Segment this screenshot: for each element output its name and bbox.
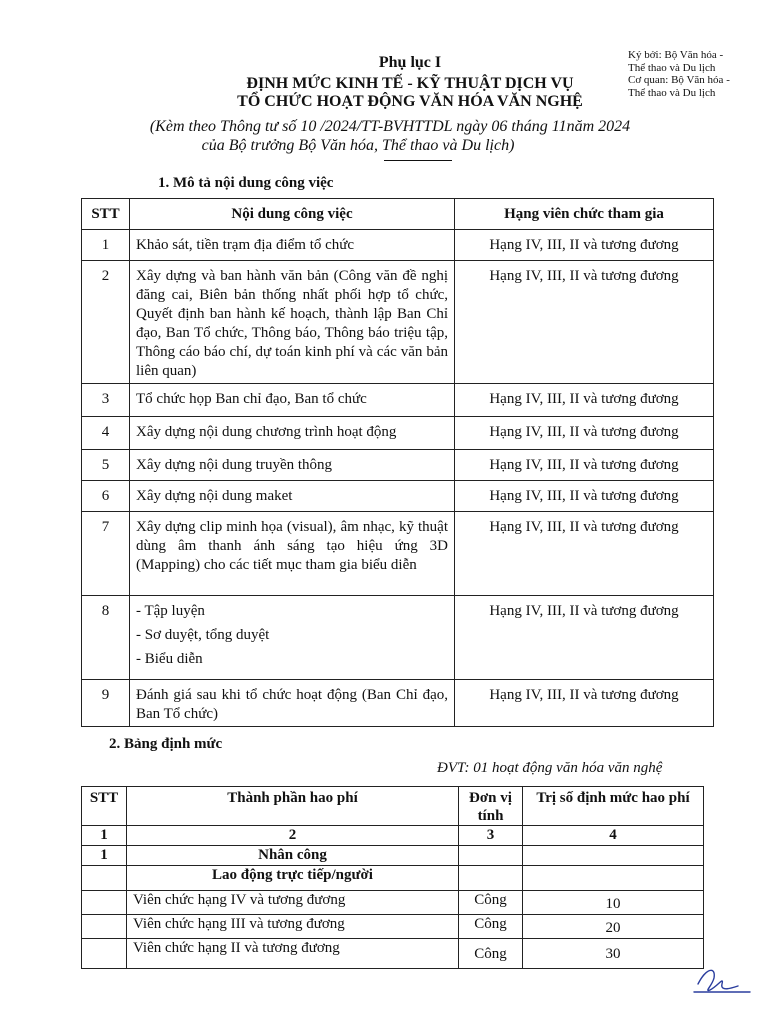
empty-cell: [82, 915, 127, 939]
index-row: [82, 826, 704, 846]
row-stt: 6: [82, 481, 130, 512]
row-unit: Công: [459, 891, 523, 915]
heading-divider: [384, 160, 452, 161]
row-stt: 7: [82, 512, 130, 596]
sub-item: - Sơ duyệt, tổng duyệt: [136, 627, 270, 643]
empty-cell: [459, 866, 523, 891]
table-row: [82, 417, 714, 450]
index-cell: 1: [82, 826, 127, 846]
work-content-table: [81, 198, 714, 727]
table-row: [82, 384, 714, 417]
table-row: [82, 915, 704, 939]
row-content: Xây dựng clip minh họa (visual), âm nhạc, kỹ thuật dùng âm thanh ánh sáng tạo hiệu ứng 3D (Mapping) cho các tiết mục tham gia biểu diễn: [130, 512, 455, 596]
table-row: [82, 939, 704, 969]
row-stt: 8: [82, 596, 130, 680]
column-header-content: Nội dung công việc: [130, 199, 455, 230]
row-content: Khảo sát, tiền trạm địa điểm tổ chức: [130, 230, 455, 261]
empty-cell: [82, 939, 127, 969]
table-row: [82, 891, 704, 915]
norm-table: [81, 786, 704, 969]
column-header-norm-value: Trị số định mức hao phí: [523, 787, 704, 826]
document-title-line-1: ĐỊNH MỨC KINH TẾ - KỸ THUẬT DỊCH VỤ: [246, 75, 574, 92]
appendix-label: Phụ lục I: [378, 54, 442, 71]
row-content: Xây dựng nội dung chương trình hoạt động: [130, 417, 455, 450]
row-name: Viên chức hạng III và tương đương: [127, 915, 459, 939]
row-content: [130, 596, 455, 680]
signer-line: Ký bởi: Bộ Văn hóa -: [628, 49, 724, 61]
table-row: [82, 450, 714, 481]
empty-cell: [459, 846, 523, 866]
row-rank: Hạng IV, III, II và tương đương: [455, 596, 714, 680]
column-header-stt: STT: [82, 787, 127, 826]
row-stt: 9: [82, 680, 130, 727]
row-stt: 1: [82, 230, 130, 261]
row-content: Xây dựng và ban hành văn bản (Công văn đề nghị đăng cai, Biên bản thống nhất phối hợp tổ chức, Quyết định ban hành kế hoạch, thành lập Ban Chỉ đạo, Ban Tổ chức, Thông báo, Thông báo triệu tập, Thông cáo báo chí, dự toán kinh phí và các văn bản liên quan): [130, 261, 455, 384]
row-rank: Hạng IV, III, II và tương đương: [455, 261, 714, 384]
table-row: [82, 680, 714, 727]
table-header-row: [82, 199, 714, 230]
table-row: [82, 230, 714, 261]
index-cell: 2: [127, 826, 459, 846]
subgroup-name: Lao động trực tiếp/người: [127, 866, 459, 891]
row-value: 30: [523, 939, 704, 969]
row-name: Viên chức hạng IV và tương đương: [127, 891, 459, 915]
row-stt: 2: [82, 261, 130, 384]
table-row: [82, 596, 714, 680]
empty-cell: [82, 866, 127, 891]
column-header-cost-component: Thành phần hao phí: [127, 787, 459, 826]
document-title-line-2: TỔ CHỨC HOẠT ĐỘNG VĂN HÓA VĂN NGHỆ: [237, 93, 583, 110]
column-header-rank: Hạng viên chức tham gia: [455, 199, 714, 230]
row-rank: Hạng IV, III, II và tương đương: [455, 230, 714, 261]
column-header-unit: Đơn vị tính: [459, 787, 523, 826]
empty-cell: [523, 866, 704, 891]
sub-item: - Tập luyện: [136, 603, 205, 619]
row-rank: Hạng IV, III, II và tương đương: [455, 384, 714, 417]
unit-note: ĐVT: 01 hoạt động văn hóa văn nghệ: [437, 760, 663, 776]
table-row: [82, 512, 714, 596]
row-rank: Hạng IV, III, II và tương đương: [455, 450, 714, 481]
row-value: 10: [523, 891, 704, 915]
row-stt: 4: [82, 417, 130, 450]
row-rank: Hạng IV, III, II và tương đương: [455, 680, 714, 727]
index-cell: 3: [459, 826, 523, 846]
column-header-stt: STT: [82, 199, 130, 230]
group-row: [82, 846, 704, 866]
row-rank: Hạng IV, III, II và tương đương: [455, 481, 714, 512]
row-unit: Công: [459, 915, 523, 939]
empty-cell: [82, 891, 127, 915]
sub-item: - Biểu diễn: [136, 651, 203, 667]
handwritten-signature: [692, 962, 754, 998]
subgroup-row: [82, 866, 704, 891]
group-name: Nhân công: [127, 846, 459, 866]
row-content: Xây dựng nội dung truyền thông: [130, 450, 455, 481]
row-value: 20: [523, 915, 704, 939]
row-content: Đánh giá sau khi tổ chức hoạt động (Ban Chỉ đạo, Ban Tổ chức): [130, 680, 455, 727]
signer-line: Thể thao và Du lịch: [628, 61, 716, 74]
row-rank: Hạng IV, III, II và tương đương: [455, 512, 714, 596]
row-content: Xây dựng nội dung maket: [130, 481, 455, 512]
index-cell: 4: [523, 826, 704, 846]
table-header-row: [82, 787, 704, 826]
section-1-title: 1. Mô tả nội dung công việc: [158, 175, 334, 191]
row-name: Viên chức hạng II và tương đương: [127, 939, 459, 969]
section-2-title: 2. Bảng định mức: [109, 736, 223, 752]
row-stt: 3: [82, 384, 130, 417]
table-row: [82, 481, 714, 512]
signer-line: Thể thao và Du lịch: [628, 86, 716, 99]
row-stt: 5: [82, 450, 130, 481]
group-stt: 1: [82, 846, 127, 866]
legal-reference-line-2: của Bộ trưởng Bộ Văn hóa, Thể thao và Du lịch): [201, 137, 515, 154]
row-unit: Công: [459, 939, 523, 969]
empty-cell: [523, 846, 704, 866]
row-content: Tổ chức họp Ban chỉ đạo, Ban tổ chức: [130, 384, 455, 417]
row-rank: Hạng IV, III, II và tương đương: [455, 417, 714, 450]
legal-reference-line-1: (Kèm theo Thông tư số 10 /2024/TT-BVHTTDL ngày 06 tháng 11năm 2024: [149, 118, 631, 135]
table-row: [82, 261, 714, 384]
signer-line: Cơ quan: Bộ Văn hóa -: [628, 74, 730, 86]
